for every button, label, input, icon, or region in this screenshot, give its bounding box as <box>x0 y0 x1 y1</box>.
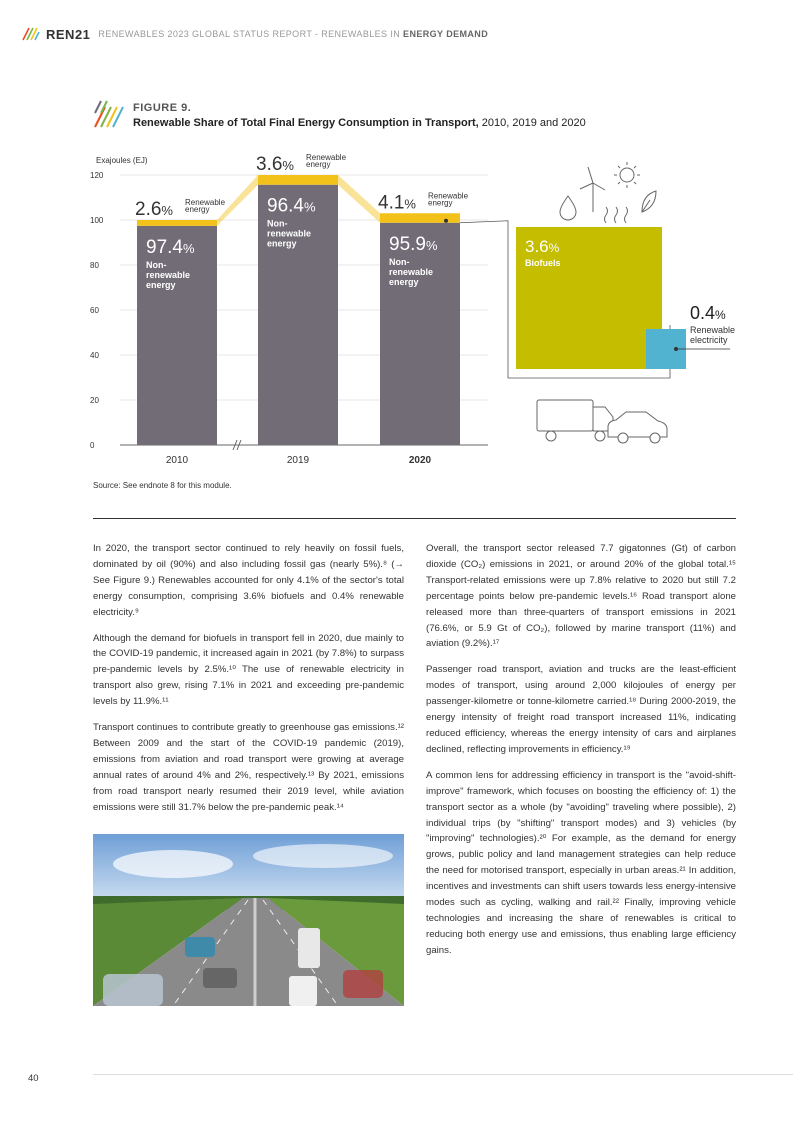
figure-label: FIGURE 9. <box>133 102 192 114</box>
paragraph: Passenger road transport, aviation and trucks are the least-efficient modes of transport, using around 2,000 kilojoules of energy per passenger-kilometre or tonne-kilometre carried.¹⁸ During 2000-2019, the energy intensity of freight road transport increased 11%, indicating reduced efficiency, whereas the energy intensity of cars and airplanes declined, reflecting improvements in efficiency.¹⁹ <box>426 664 736 755</box>
nonrenewable-pct-label: 95.9% <box>389 233 438 255</box>
bar-nonrenewable <box>137 226 217 445</box>
x-tick-label: 2020 <box>408 455 432 466</box>
nonrenewable-text-label: energy <box>146 279 176 290</box>
nonrenewable-text-label: renewable <box>267 228 312 239</box>
figure-stripes-icon <box>93 99 125 129</box>
body-column-left <box>93 541 404 826</box>
renewable-text-label: Renewable <box>185 198 226 207</box>
paragraph: A common lens for addressing efficiency in transport is the "avoid-shift-improve" framework, which focuses on boosting the efficiency of: 1) the transport sector as a whole (by "avoiding" traveling where possible), 2) individual trips (by "shifting" transport modes) and 3) vehicles (by "improving" technologies).²⁰ For example, as the demand for energy grows, public policy and land management strategies can help reduce the need for motorised transport, especially in urban areas.²¹ In addition, incentives and investments can shift users towards less energy-intensive modes such as cycling, walking and rail.²² Finally, improving vehicle technologies and increasing the share of renewables is critical to reducing both energy use and emissions, thus enabling large efficiency gains. <box>426 769 736 956</box>
biofuels-text-label: Biofuels <box>525 258 561 268</box>
renewable-text-label: Renewable <box>306 153 347 162</box>
car-icon <box>608 412 667 443</box>
nonrenewable-pct-label: 96.4% <box>267 195 316 217</box>
y-tick-label: 40 <box>90 351 99 360</box>
bar-renewable <box>380 213 460 223</box>
electricity-pct-label: 0.4% <box>690 303 726 323</box>
y-tick-label: 20 <box>90 396 99 405</box>
renewable-pct-label: 2.6% <box>135 199 173 220</box>
y-tick-label: 80 <box>90 261 99 270</box>
renewable-pct-label: 3.6% <box>256 154 294 175</box>
renewable-pct-label: 4.1% <box>378 192 416 214</box>
y-tick-label: 120 <box>90 171 104 180</box>
truck-icon <box>537 400 613 441</box>
leader-dot <box>444 219 448 223</box>
renewable-text-label: energy <box>185 205 210 214</box>
paragraph: Transport continues to contribute greatly to greenhouse gas emissions.¹² Between 2009 and the start of the COVID-19 pandemic (2019), emissions from aviation and road transport were growing at average annual rates of around 4% and 2%, respectively.¹³ By 2021, emissions from road transport nearly resumed their 2019 level, while aviation emissions were still 31.7% below the pre-pandemic peak.¹⁴ <box>93 722 404 813</box>
nonrenewable-text-label: renewable <box>146 269 191 280</box>
bar-renewable <box>137 220 217 226</box>
y-tick-label: 0 <box>90 441 95 450</box>
paragraph: In 2020, the transport sector continued to rely heavily on fossil fuels, dominated by oil (90%) and also including fossil gas (nearly 5%).⁸ (→ See Figure 9.) Renewables accounted for only 4.1% of the sector's total energy consumption, comprising 3.6% biofuels and 0.4% renewable electricity.⁹ <box>93 543 404 618</box>
y-tick-label: 100 <box>90 216 104 225</box>
logo-text: REN21 <box>46 26 91 42</box>
nonrenewable-pct-label: 97.4% <box>146 236 195 258</box>
header-title: RENEWABLES 2023 GLOBAL STATUS REPORT - RENEWABLES IN ENERGY DEMAND <box>98 29 489 39</box>
section-divider <box>93 518 736 519</box>
electricity-text-label: electricity <box>690 335 728 345</box>
transport-energy-chart <box>90 145 750 475</box>
ren21-logo-icon <box>22 27 40 41</box>
biofuels-pct-label: 3.6% <box>525 237 560 256</box>
sun-icon <box>614 162 640 188</box>
renewable-text-label: energy <box>306 160 331 169</box>
footer-divider <box>93 1074 793 1075</box>
nonrenewable-text-label: Non- <box>389 256 410 267</box>
paragraph: Overall, the transport sector released 7.7 gigatonnes (Gt) of carbon dioxide (CO₂) emissions in 2021, or around 20% of the global total.¹⁵ Transport-related emissions were up 7.8% relative to 2020 but still 7.2 percentage points below pre-pandemic levels.¹⁶ Road transport alone released more than three-quarters of transport emissions in 2021 (76.6%, or 5.9 Gt of CO₂), followed by marine transport (11%) and aviation (9.2%).¹⁷ <box>426 543 736 650</box>
nonrenewable-text-label: energy <box>267 238 297 249</box>
electricity-text-label: Renewable <box>690 325 736 335</box>
drop-icon <box>560 196 576 220</box>
x-tick-label: 2010 <box>165 455 189 466</box>
nonrenewable-text-label: Non- <box>267 218 288 229</box>
chart-source: Source: See endnote 8 for this module. <box>93 481 232 490</box>
highway-photo <box>93 834 404 1006</box>
heat-waves-icon <box>605 207 628 223</box>
body-column-right <box>426 541 736 969</box>
wind-turbine-icon <box>580 167 605 212</box>
renewable-text-label: Renewable <box>428 191 469 201</box>
leaf-icon <box>642 191 656 212</box>
figure-title: Renewable Share of Total Final Energy Consumption in Transport, 2010, 2019 and 2020 <box>133 117 586 129</box>
page-number: 40 <box>28 1073 39 1084</box>
y-tick-label: 60 <box>90 306 99 315</box>
connector-band <box>338 175 380 223</box>
nonrenewable-text-label: renewable <box>389 266 434 277</box>
nonrenewable-text-label: Non- <box>146 259 167 270</box>
paragraph: Although the demand for biofuels in transport fell in 2020, due mainly to the COVID-19 pandemic, it increased again in 2021 (by 7.8%) to surpass pre-pandemic levels by 2.5%.¹⁰ The use of renewable electricity in transport also grew, rising 7.1% in 2021 and exceeding pre-pandemic levels by 11.9%.¹¹ <box>93 632 404 708</box>
renewable-text-label: energy <box>428 198 453 208</box>
page-header <box>22 26 488 42</box>
bar-renewable <box>258 175 338 185</box>
leader-dot <box>674 347 678 351</box>
y-axis-label: Exajoules (EJ) <box>96 156 148 165</box>
nonrenewable-text-label: energy <box>389 276 419 287</box>
x-tick-label: 2019 <box>286 455 310 466</box>
